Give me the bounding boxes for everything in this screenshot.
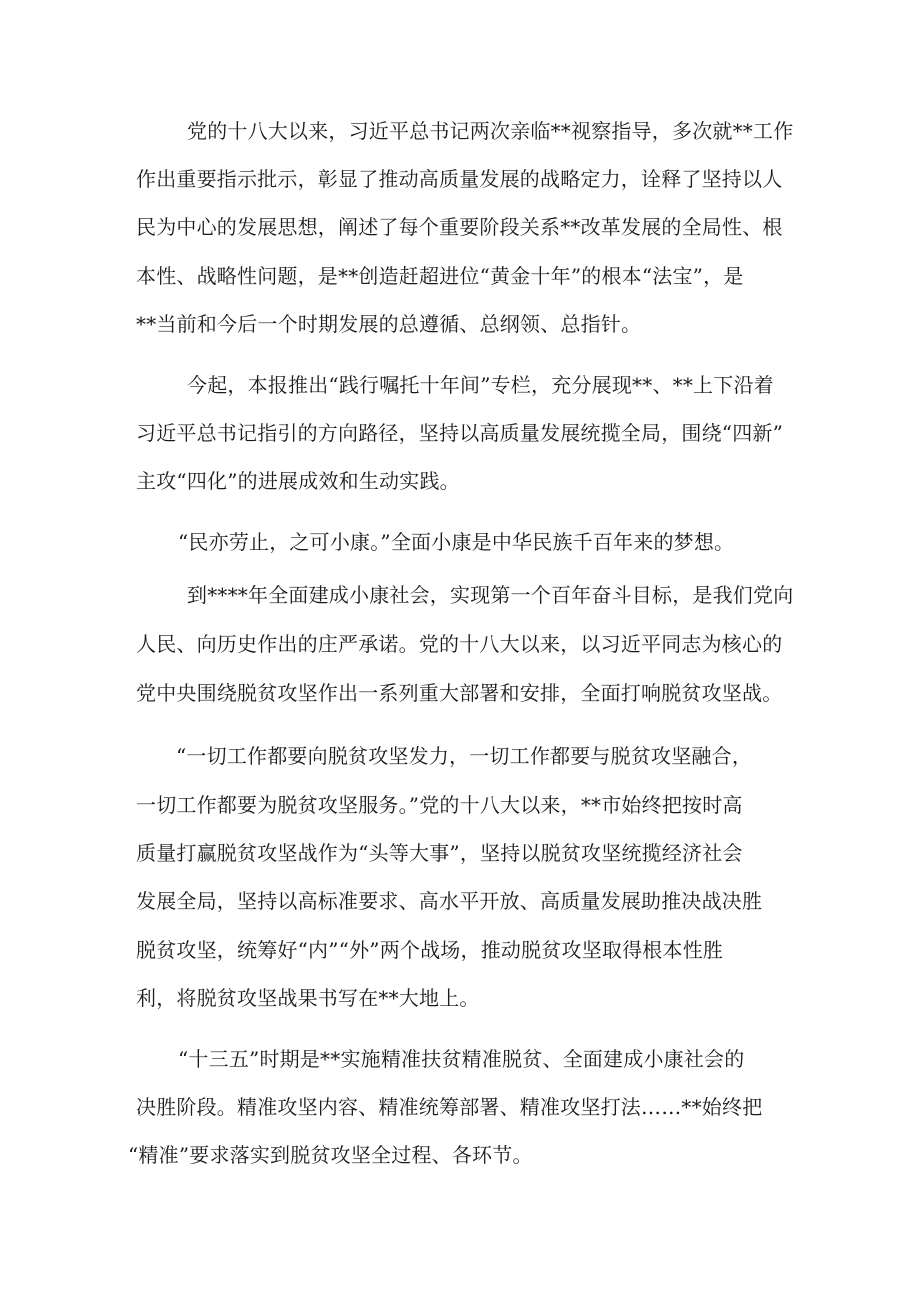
text-line: 一切工作都要为脱贫攻坚服务。”党的十八大以来，**市始终把按时高 (136, 793, 743, 817)
text-line: 今起，本报推出“践行嘱托十年间”专栏，充分展现**、**上下沿着 (187, 373, 774, 397)
text-line: “一切工作都要向脱贫攻坚发力，一切工作都要与脱贫攻坚融合， (176, 744, 753, 768)
text-line: 民为中心的发展思想，阐述了每个重要阶段关系**改革发展的全局性、根 (136, 215, 783, 239)
text-line: 作出重要指示批示，彰显了推动高质量发展的战略定力，诠释了坚持以人 (136, 167, 783, 191)
text-line: 人民、向历史作出的庄严承诺。党的十八大以来，以习近平同志为核心的 (136, 632, 783, 656)
text-line: 到****年全面建成小康社会，实现第一个百年奋斗目标，是我们党向 (187, 583, 794, 607)
text-line: “民亦劳止，之可小康。”全面小康是中华民族千百年来的梦想。 (178, 530, 735, 554)
text-line: 本性、战略性问题，是**创造赶超进位“黄金十年”的根本“法宝”，是 (136, 264, 744, 288)
text-line: “十三五”时期是**实施精准扶贫精准脱贫、全面建成小康社会的 (178, 1047, 745, 1071)
text-line: “精准”要求落实到脱贫攻坚全过程、各环节。 (128, 1143, 533, 1167)
text-line: 质量打赢脱贫攻坚战作为“头等大事”，坚持以脱贫攻坚统揽经济社会 (136, 841, 743, 865)
text-line: **当前和今后一个时期发展的总遵循、总纲领、总指针。 (136, 312, 642, 336)
text-line: 党的十八大以来，习近平总书记两次亲临**视察指导，多次就**工作 (187, 119, 794, 143)
text-line: 党中央围绕脱贫攻坚作出一系列重大部署和安排，全面打响脱贫攻坚战。 (136, 681, 783, 705)
text-line: 脱贫攻坚，统筹好“内”“外”两个战场，推动脱贫攻坚取得根本性胜 (136, 938, 724, 962)
text-line: 习近平总书记指引的方向路径，坚持以高质量发展统揽全局，围绕“四新” (136, 421, 784, 445)
text-line: 决胜阶段。精准攻坚内容、精准统筹部署、精准攻坚打法……**始终把 (136, 1095, 763, 1119)
text-line: 发展全局，坚持以高标准要求、高水平开放、高质量发展助推决战决胜 (136, 889, 763, 913)
text-line: 利，将脱贫攻坚战果书写在**大地上。 (136, 986, 480, 1010)
text-line: 主攻“四化”的进展成效和生动实践。 (136, 469, 460, 493)
